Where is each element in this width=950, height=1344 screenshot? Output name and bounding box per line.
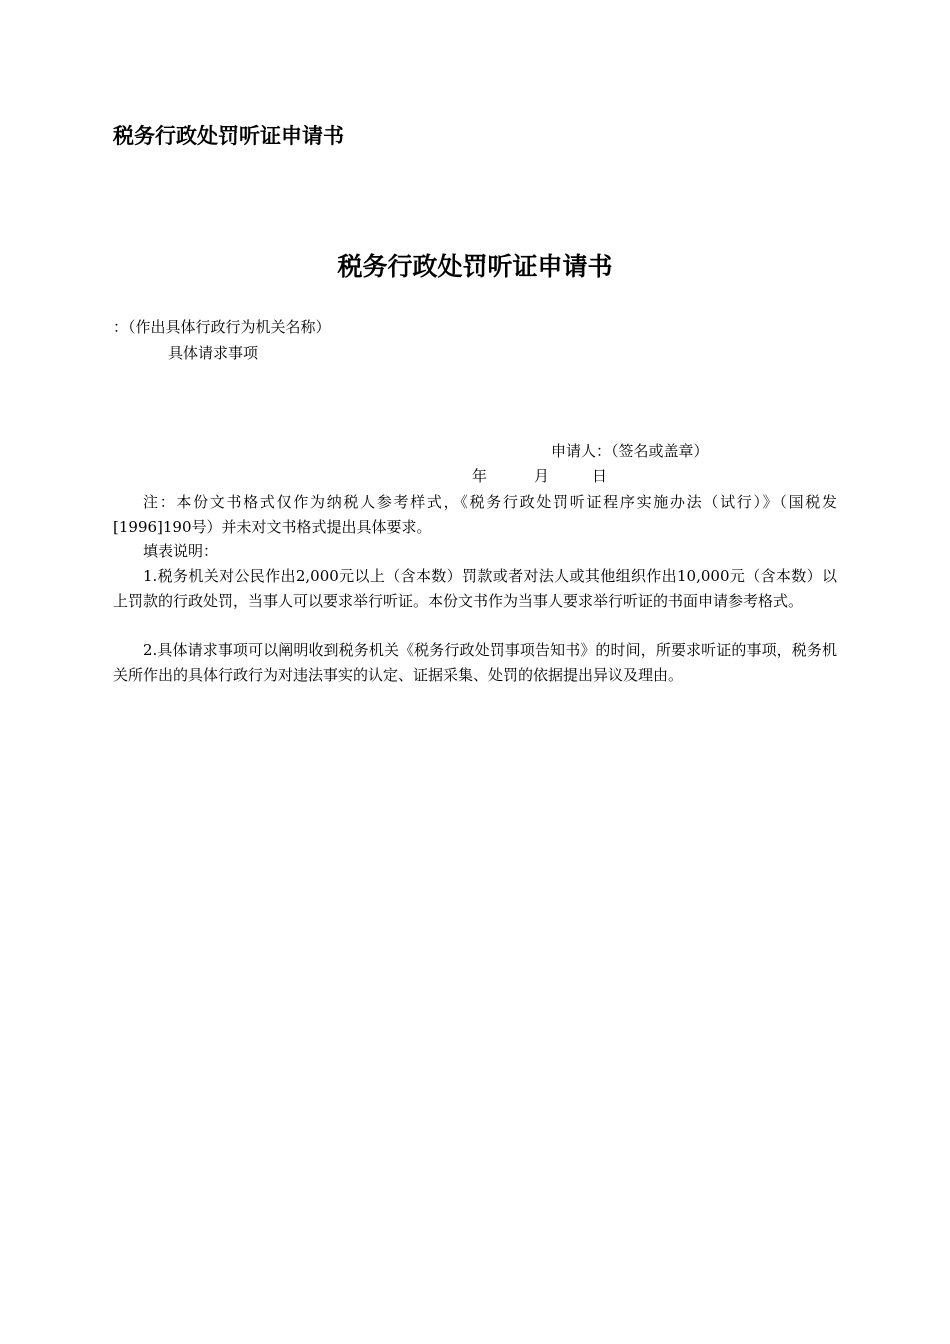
document-heading: 税务行政处罚听证申请书 [113,124,344,148]
fill-instructions-label: 填表说明： [143,542,219,560]
note-paragraph: 注：本份文书格式仅作为纳税人参考样式，《税务行政处罚听证程序实施办法（试行）》（国税发[1996]190号）并未对文书格式提出具体要求。 [113,493,837,536]
form-title: 税务行政处罚听证申请书 [337,252,613,281]
instruction-item-1: 1.税务机关对公民作出2,000元以上（含本数）罚款或者对法人或其他组织作出10,000元（含本数）以上罚款的行政处罚，当事人可以要求举行听证。本份文书作为当事人要求举行听证的书面申请参考格式。 [113,567,837,610]
date-line [472,464,607,488]
addressee-line: ：（作出具体行政行为机关名称） [113,318,331,336]
date-year-label: 年 [472,467,488,485]
request-items-label: 具体请求事项 [168,344,259,362]
date-day-label: 日 [592,467,608,485]
applicant-signature-line: 申请人：（签名或盖章） [551,442,709,460]
date-month-label: 月 [534,467,550,485]
instruction-item-2: 2.具体请求事项可以阐明收到税务机关《税务行政处罚事项告知书》的时间，所要求听证的事项，税务机关所作出的具体行政行为对违法事实的认定、证据采集、处罚的依据提出异议及理由。 [113,641,837,684]
